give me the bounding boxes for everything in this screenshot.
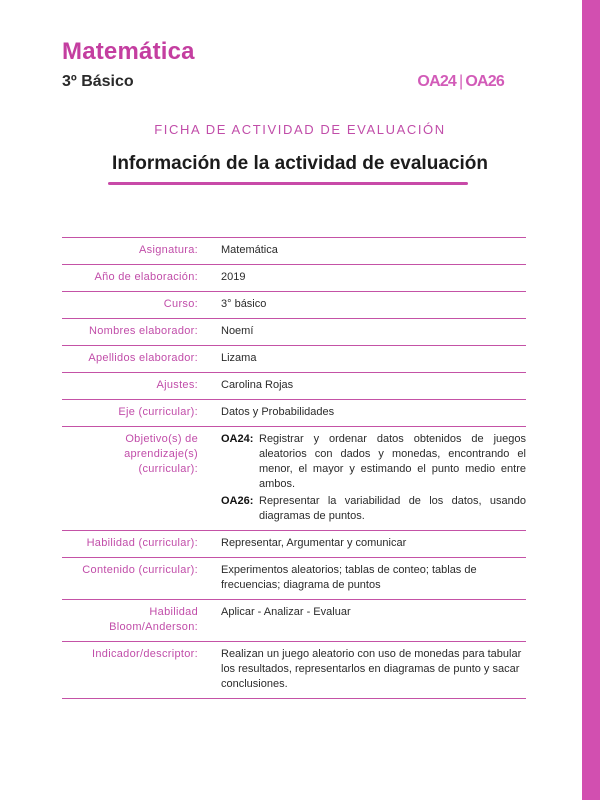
table-row <box>62 600 526 642</box>
row-value: Realizan un juego aleatorio con uso de monedas para tabular los resultados, representarlos en diagramas de punto y sacar conclusiones. <box>221 648 522 690</box>
row-value: 2019 <box>221 271 246 283</box>
objectives-cell <box>198 427 526 531</box>
table-row <box>62 642 526 699</box>
table-row <box>62 558 526 600</box>
table-row <box>62 238 526 265</box>
oa-codes <box>417 73 504 91</box>
row-label: Eje (curricular): <box>118 406 198 418</box>
subject-title: Matemática <box>62 38 195 65</box>
row-label: Contenido (curricular): <box>82 564 198 576</box>
objective-code: OA26: <box>221 495 254 507</box>
row-label: Asignatura: <box>139 244 198 256</box>
oa-code-separator: | <box>459 73 463 90</box>
table-row <box>62 319 526 346</box>
grade-level: 3º Básico <box>62 73 134 90</box>
table-row-objectives <box>62 427 526 531</box>
activity-info-table <box>62 237 526 699</box>
objective-item <box>221 432 526 492</box>
table-row <box>62 531 526 558</box>
decorative-side-band <box>582 0 600 800</box>
row-value: 3° básico <box>221 298 267 310</box>
ficha-label: FICHA DE ACTIVIDAD DE EVALUACIÓN <box>154 122 446 137</box>
row-value: Lizama <box>221 352 257 364</box>
row-label: Indicador/descriptor: <box>92 648 198 660</box>
objective-item <box>221 494 526 524</box>
row-value: Carolina Rojas <box>221 379 294 391</box>
row-label: Apellidos elaborador: <box>88 352 198 364</box>
row-label: Ajustes: <box>156 379 198 391</box>
row-value: Matemática <box>221 244 278 256</box>
row-label: Habilidad (curricular): <box>86 537 198 549</box>
oa-code-left: OA24 <box>417 73 457 90</box>
table-row <box>62 373 526 400</box>
row-value: Aplicar - Analizar - Evaluar <box>221 606 351 618</box>
objective-text: Representar la variabilidad de los datos, usando diagramas de puntos. <box>259 495 526 522</box>
row-label: Habilidad Bloom/Anderson: <box>109 606 198 633</box>
objective-text: Registrar y ordenar datos obtenidos de juegos aleatorios con dados y monedas, encontrando el menor, el mayor y estimando el punto medio entre ambos. <box>259 433 526 490</box>
row-value: Noemí <box>221 325 254 337</box>
objective-code: OA24: <box>221 433 254 445</box>
row-label: Curso: <box>163 298 198 310</box>
row-value: Representar, Argumentar y comunicar <box>221 537 407 549</box>
oa-code-right: OA26 <box>465 73 504 90</box>
row-label: Nombres elaborador: <box>88 325 198 337</box>
row-value: Datos y Probabilidades <box>221 406 335 418</box>
table-row <box>62 265 526 292</box>
document-title: Información de la actividad de evaluación <box>112 153 488 174</box>
table-row <box>62 292 526 319</box>
row-label: Año de elaboración: <box>94 271 198 283</box>
title-underline <box>108 182 468 185</box>
table-row <box>62 400 526 427</box>
table-row <box>62 346 526 373</box>
row-label: Objetivo(s) de aprendizaje(s) (curricular): <box>124 433 198 475</box>
row-value: Experimentos aleatorios; tablas de conteo; tablas de frecuencias; diagrama de puntos <box>221 564 477 591</box>
